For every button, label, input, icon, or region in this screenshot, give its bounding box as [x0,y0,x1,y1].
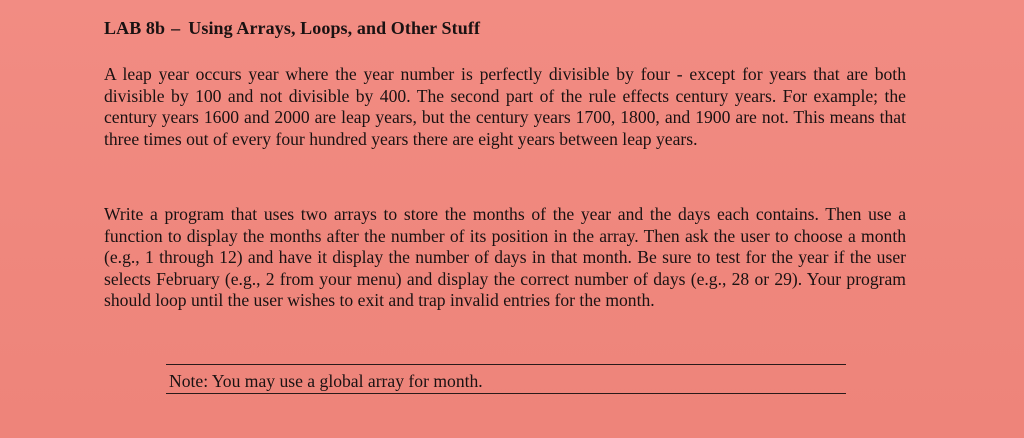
lab-subject: Using Arrays, Loops, and Other Stuff [188,18,481,38]
note-text: Note: You may use a global array for month. [169,371,483,391]
title-dash: – [171,18,181,38]
lab-number: LAB 8b [104,18,166,38]
lab-title [104,18,480,39]
leap-year-paragraph: A leap year occurs year where the year number is perfectly divisible by four - except for years that are both divisible by 100 and not divisible by 400. The second part of the rule effects century years. For example; the century years 1600 and 2000 are leap years, but the century years 1700, 1800, and 1900 are not. This means that three times out of every four hundred years there are eight years between leap years. [104,64,906,149]
note-box [166,364,846,394]
assignment-paragraph: Write a program that uses two arrays to store the months of the year and the days each contains. Then use a function to display the months after the number of its position in the array. Then ask the user to choose a month (e.g., 1 through 12) and have it display the number of days in that month. Be sure to test for the year if the user selects February (e.g., 2 from your menu) and display the correct number of days (e.g., 28 or 29). Your program should loop until the user wishes to exit and trap invalid entries for the month. [104,204,906,311]
